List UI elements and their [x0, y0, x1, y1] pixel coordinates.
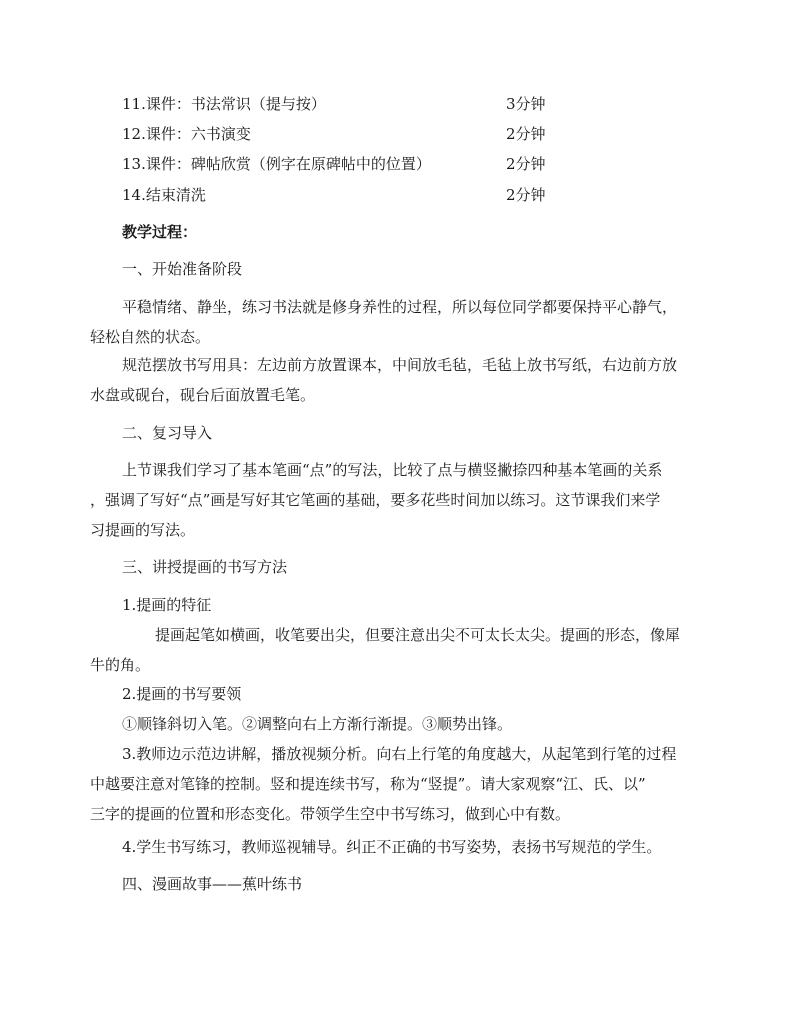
- list-item: 12.课件：六书演变: [122, 125, 251, 143]
- subsection-heading: 2.提画的书写要领: [122, 685, 242, 703]
- section-heading: 四、漫画故事——蕉叶练书: [122, 875, 303, 893]
- paragraph-line: 牛的角。: [90, 656, 151, 674]
- paragraph-line: 中越要注意对笔锋的控制。竖和提连续书写，称为“竖提”。请大家观察“江、氏、以”: [90, 775, 646, 793]
- section-heading: 三、讲授提画的书写方法: [122, 558, 288, 576]
- paragraph-line: 规范摆放书写用具：左边前方放置课本，中间放毛毡，毛毡上放书写纸，右边前方放: [122, 356, 678, 374]
- paragraph-line: 上节课我们学习了基本笔画“点”的写法，比较了点与横竖撇捺四种基本笔画的关系: [122, 461, 663, 479]
- item-duration: 2分钟: [506, 186, 546, 204]
- paragraph-line: 平稳情绪、静坐，练习书法就是修身养性的过程，所以每位同学都要保持平心静气，: [122, 298, 678, 316]
- section-heading: 二、复习导入: [122, 424, 213, 442]
- list-item: 14.结束清洗: [122, 186, 206, 204]
- paragraph-line: ①顺锋斜切入笔。②调整向右上方渐行渐提。③顺势出锋。: [122, 715, 513, 733]
- process-heading: 教学过程：: [122, 223, 198, 241]
- item-duration: 2分钟: [506, 125, 546, 143]
- paragraph-line: ，强调了写好“点”画是写好其它笔画的基础，要多花些时间加以练习。这节课我们来学: [90, 491, 661, 509]
- list-item: 13.课件：碑帖欣赏（例字在原碑帖中的位置）: [122, 155, 431, 173]
- item-duration: 2分钟: [506, 155, 546, 173]
- item-duration: 3分钟: [506, 95, 546, 113]
- subsection-heading: 1.提画的特征: [122, 596, 212, 614]
- paragraph-line: 习提画的写法。: [90, 521, 196, 539]
- paragraph-line: 水盘或砚台，砚台后面放置毛笔。: [90, 386, 316, 404]
- paragraph-line: 轻松自然的状态。: [90, 328, 211, 346]
- paragraph-line: 三字的提画的位置和形态变化。带领学生空中书写练习，做到心中有数。: [90, 805, 571, 823]
- list-item: 11.课件：书法常识（提与按）: [122, 95, 326, 113]
- section-heading: 一、开始准备阶段: [122, 260, 243, 278]
- paragraph-line: 3.教师边示范边讲解，播放视频分析。向右上行笔的角度越大，从起笔到行笔的过程: [122, 745, 677, 763]
- paragraph-line: 提画起笔如横画，收笔要出尖，但要注意出尖不可太长太尖。提画的形态，像犀: [155, 626, 681, 644]
- paragraph-line: 4.学生书写练习，教师巡视辅导。纠正不正确的书写姿势，表扬书写规范的学生。: [122, 838, 662, 856]
